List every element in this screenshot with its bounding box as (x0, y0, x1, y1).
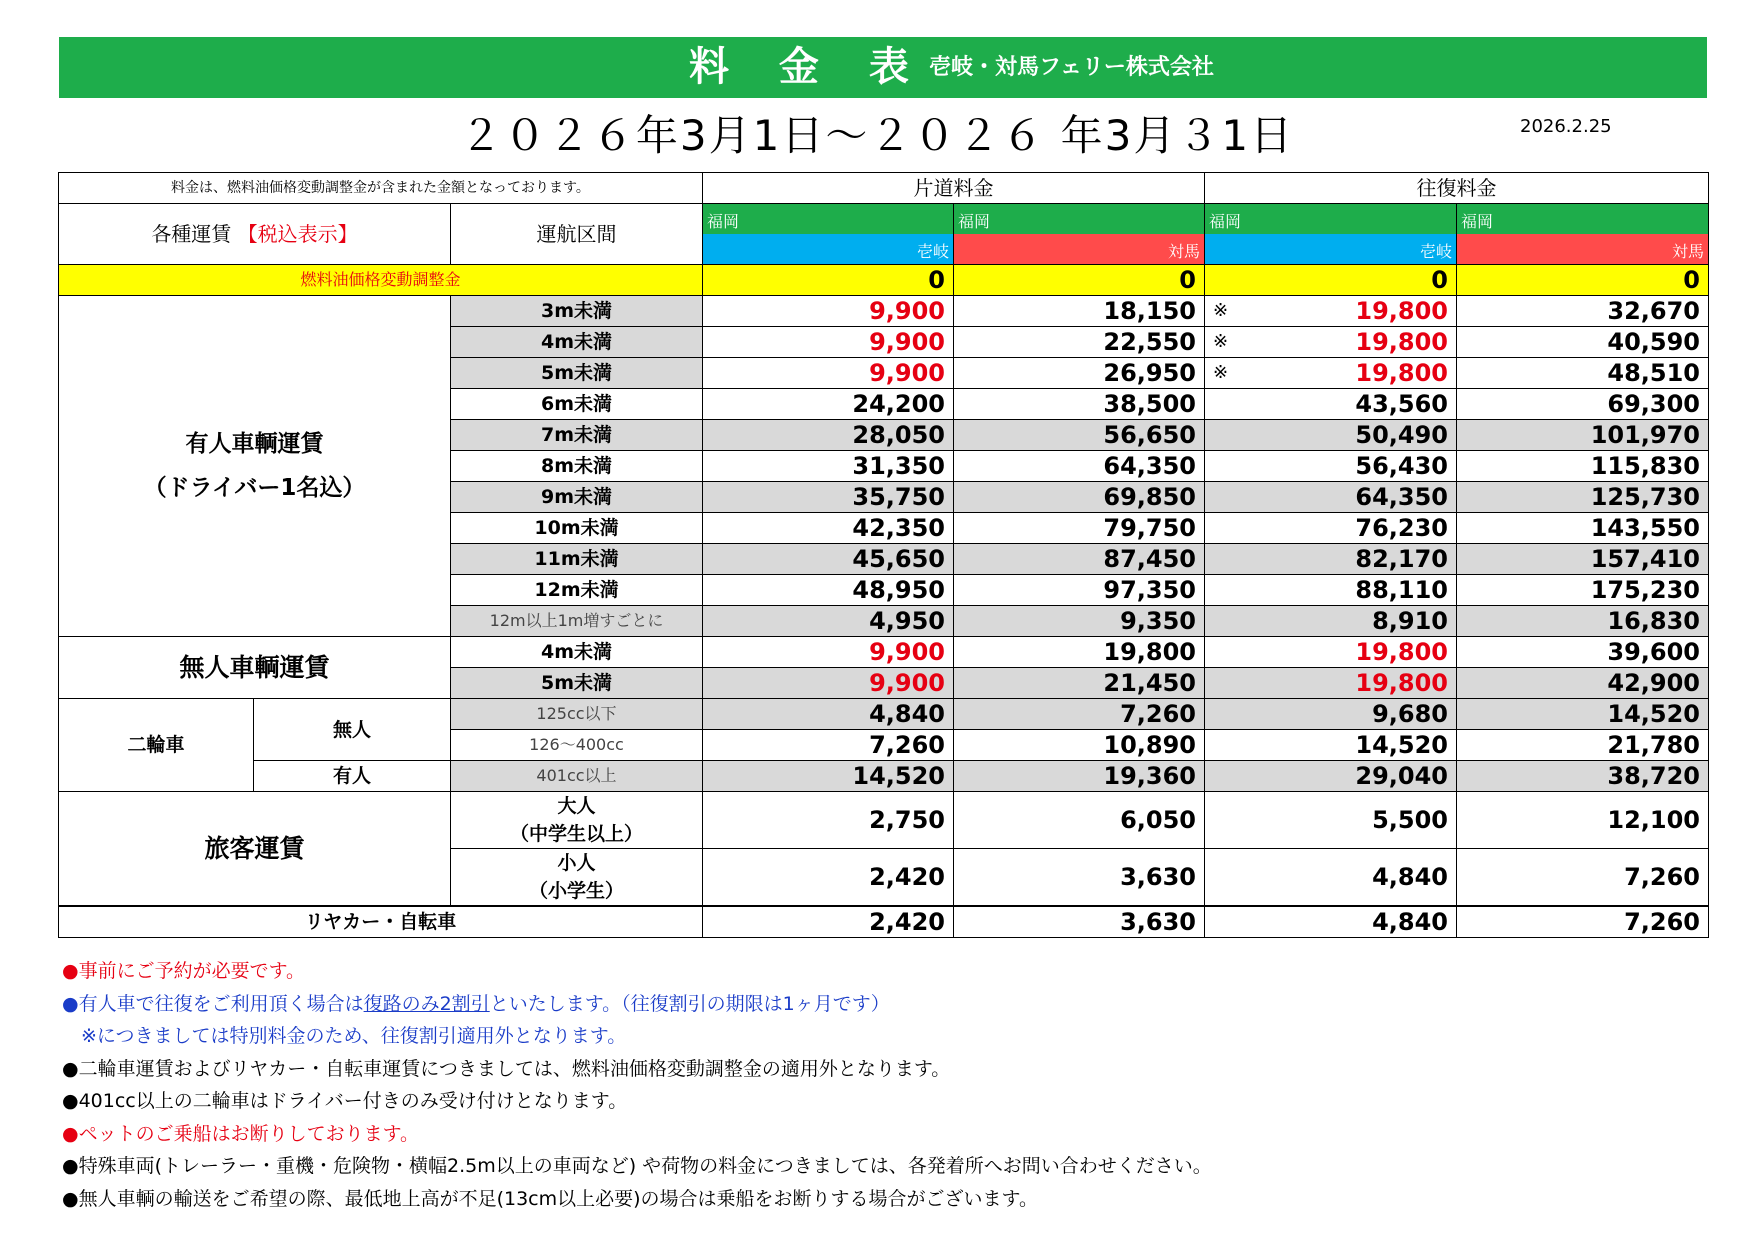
bike-section: 二輪車 (59, 699, 254, 792)
notes: ●事前にご予約が必要です。 ●有人車で往復をご利用頂く場合は復路のみ2割引といたします。（往復割引の期限は1ヶ月です） ※につきましては特別料金のため、往復割引適用外となります。 ●二輪車運賃およびリヤカー・自転車運賃につきましては、燃料油価格変動調整金の適用外となります。 ●401cc以上の二輪車はドライバー付きのみ受け付けとなります。 ●ペットのご乗船はお断りしております。 ●特殊車両(トレーラー・重機・危険物・横幅2.5m以上の車両など) や荷物の料金につきましては、各発着所へお問い合わせください。 ●無人車輌の輸送をご希望の際、最低地上高が不足(13cm以上必要)の場合は乗船をお断りする場合がございます。 (62, 960, 1212, 1210)
table-row: 12m未満 48,950 97,350 88,110 175,230 (59, 575, 1709, 606)
table-row: 旅客運賃 大人 （中学生以上） 2,750 6,050 5,500 12,100 (59, 792, 1709, 849)
title-banner (59, 37, 1707, 98)
fare-type-header: 各種運賃 【税込表示】 (59, 204, 451, 265)
table-row: 二輪車 無人 125cc以下 4,840 7,260 9,680 14,520 (59, 699, 1709, 730)
table-row: リヤカー・自転車 2,420 3,630 4,840 7,260 (59, 906, 1709, 938)
table-row: 5m未満 9,900 26,950 ※ 19,800 48,510 (59, 358, 1709, 389)
table-row: 4m未満 9,900 22,550 ※ 19,800 40,590 (59, 327, 1709, 358)
table-row: 有人 401cc以上 14,520 19,360 29,040 38,720 (59, 761, 1709, 792)
route-header: 福岡 対馬 (1457, 204, 1709, 265)
table-row: 有人車輌運賃 （ドライバー1名込） 3m未満 9,900 18,150 ※ 19,800 32,670 (59, 296, 1709, 327)
table-row: 10m未満 42,350 79,750 76,230 143,550 (59, 513, 1709, 544)
table-row: 126～400cc 7,260 10,890 14,520 21,780 (59, 730, 1709, 761)
period: ２０２６年3月1日～２０２６ 年3月３1日 (459, 111, 1295, 160)
table-row: 6m未満 24,200 38,500 43,560 69,300 (59, 389, 1709, 420)
table-row: 9m未満 35,750 69,850 64,350 125,730 (59, 482, 1709, 513)
table-row: 5m未満 9,900 21,450 19,800 42,900 (59, 668, 1709, 699)
table-row: 小人 （小学生） 2,420 3,630 4,840 7,260 (59, 849, 1709, 907)
table-row: 7m未満 28,050 56,650 50,490 101,970 (59, 420, 1709, 451)
table-row: 12m以上1m増すごとに 4,950 9,350 8,910 16,830 (59, 606, 1709, 637)
rearcar-label: リヤカー・自転車 (59, 906, 703, 938)
route-header: 福岡 壱岐 (703, 204, 954, 265)
tax-label: 【税込表示】 (237, 222, 358, 246)
table-note: 料金は、燃料油価格変動調整金が含まれた金額となっております。 (59, 173, 703, 204)
route-header: 福岡 壱岐 (1205, 204, 1457, 265)
oneway-header: 片道料金 (703, 173, 1205, 204)
passenger-section: 旅客運賃 (59, 792, 451, 907)
fare-table: 料金は、燃料油価格変動調整金が含まれた金額となっております。 片道料金 往復料金 各種運賃 【税込表示】 運航区間 福岡 壱岐 福岡 対馬 福岡 壱岐 福岡 対馬 燃料油価格変動調整金 0 0 0 0 有人車輌運賃 （ドライバー1名込） 3m未満 9,900 18,150 ※ 19,800 32,670 4m未満 9,900 22,550 ※ 19,800 40,590 5m未満 9,900 26,950 ※ 19,800 48,510 6m未満 24,200 38,500 43,560 69,300 7m未満 28,050 56,650 50,490 101,970 8m未満 31,350 64,350 56,430 115,830 9m未満 35,750 69,850 64,350 125,730 10m未満 42,350 79,750 76,230 143,550 11m未満 45,650 87,450 82,170 157,410 12m未満 48,950 97,350 88,110 175,230 12m以上1m増すごとに 4,950 9,350 8,910 16,830 無人車輌運賃 4m未満 9,900 19,800 19,800 39,600 5m未満 9,900 21,450 19,800 42,900 二輪車 無人 125cc以下 4,840 7,260 9,680 14,520 126～400cc 7,260 10,890 14,520 21,780 有人 401cc以上 14,520 19,360 29,040 38,720 旅客運賃 大人 （中学生以上） 2,750 6,050 5,500 12,100 小人 （小学生） 2,420 3,630 4,840 7,260 リヤカー・自転車 2,420 3,630 4,840 7,260 (58, 172, 1709, 938)
fuel-label: 燃料油価格変動調整金 (59, 265, 703, 296)
unmanned-section: 無人車輌運賃 (59, 637, 451, 699)
table-row: 無人車輌運賃 4m未満 9,900 19,800 19,800 39,600 (59, 637, 1709, 668)
roundtrip-header: 往復料金 (1205, 173, 1709, 204)
table-row: 11m未満 45,650 87,450 82,170 157,410 (59, 544, 1709, 575)
issue-date: 2026.2.25 (1520, 116, 1612, 137)
manned-section: 有人車輌運賃 （ドライバー1名込） (59, 296, 451, 637)
table-row: 8m未満 31,350 64,350 56,430 115,830 (59, 451, 1709, 482)
company-name: 壱岐・対馬フェリー株式会社 (929, 55, 1214, 80)
route-header: 福岡 対馬 (954, 204, 1205, 265)
page-title: 料 金 表 (689, 44, 927, 90)
section-header: 運航区間 (451, 204, 703, 265)
